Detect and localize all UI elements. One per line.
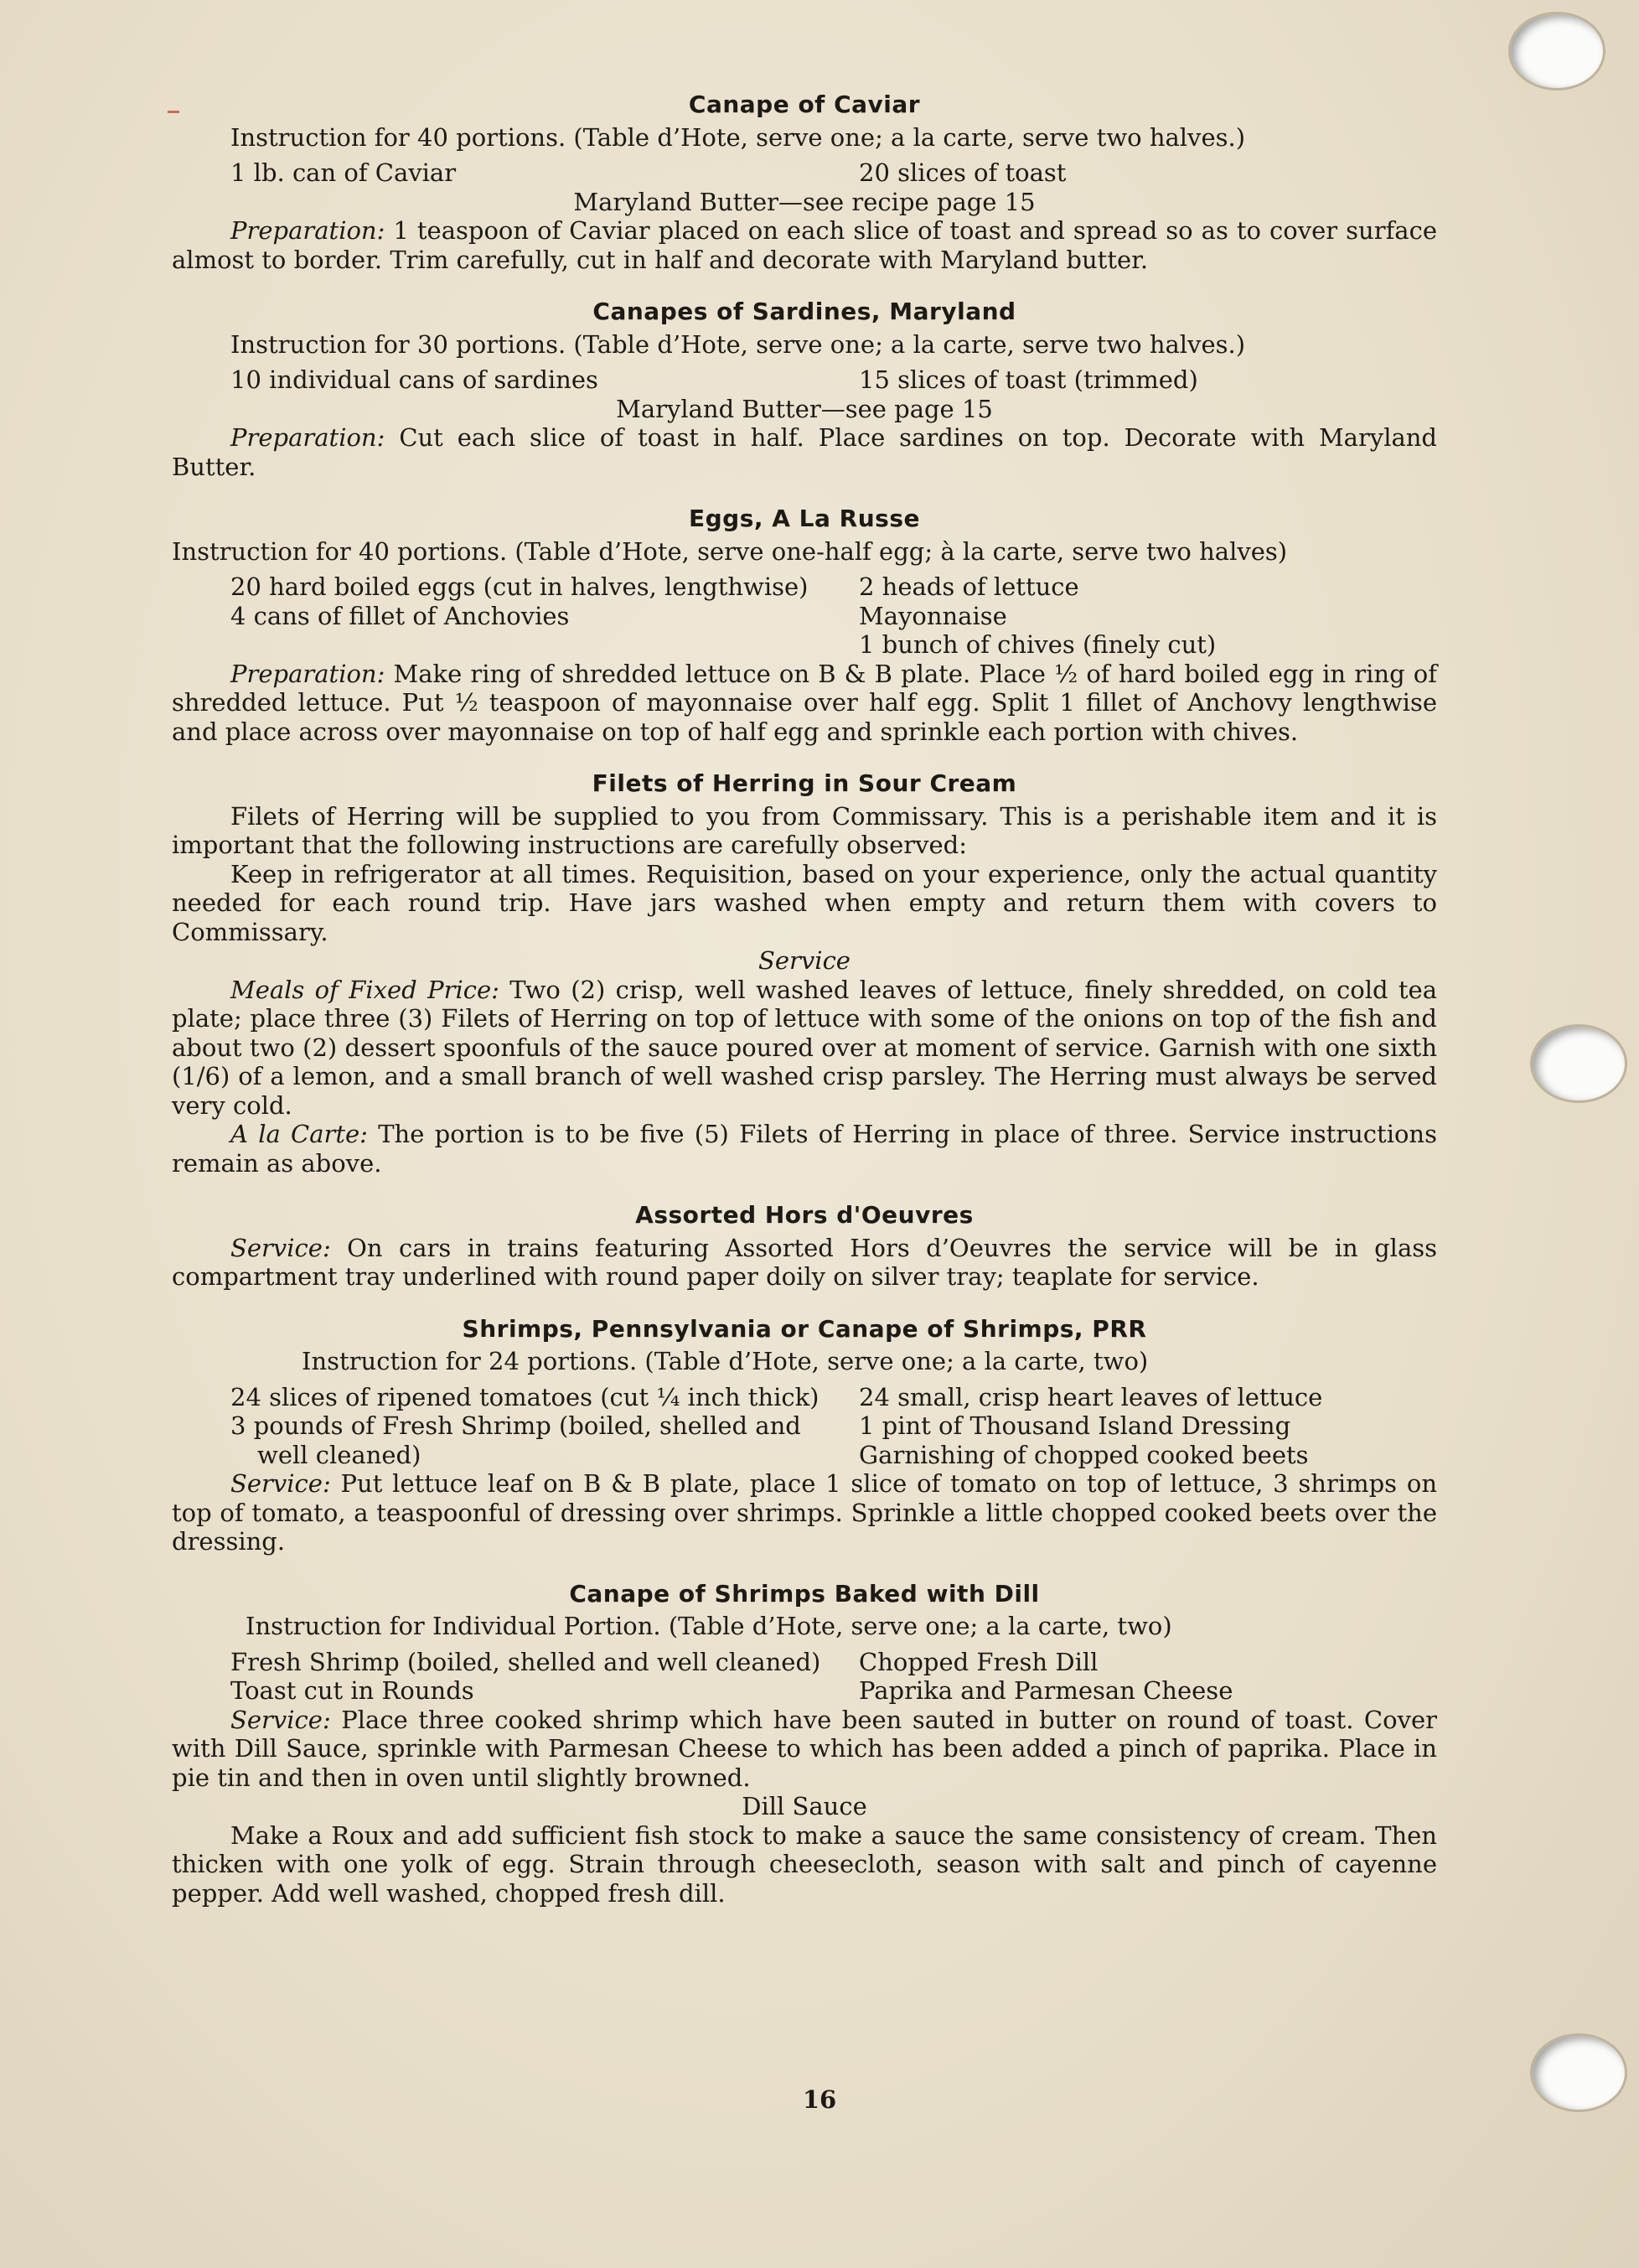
recipe-title: Eggs, A La Russe <box>689 505 920 532</box>
service-text: Put lettuce leaf on B & B plate, place 1 slice of tomato on top of lettuce, 3 shrimps on top of tomato, a teaspoonful of dressing over shrimps. Sprinkle a little chopped cooked beets over the dressing. <box>172 1469 1437 1556</box>
ingredient: 20 hard boiled eggs (cut in halves, lengthwise) <box>230 572 809 601</box>
recipe-instruction: Instruction for 30 portions. (Table d’Hote, serve one; a la carte, serve two halves.) <box>230 329 1246 359</box>
recipe-instruction: Instruction for Individual Portion. (Table d’Hote, serve one; a la carte, two) <box>246 1612 1172 1640</box>
recipe-caviar <box>172 91 1437 274</box>
recipe-instruction: Instruction for 24 portions. (Table d’Hote, serve one; a la carte, two) <box>302 1347 1149 1375</box>
recipe-service <box>172 1120 1437 1178</box>
recipe-shrimps-pennsylvania <box>172 1315 1437 1556</box>
preparation-text: Make ring of shredded lettuce on B & B plate. Place ½ of hard boiled egg in ring of shredded lettuce. Put ½ teaspoon of mayonnaise over half egg. Split 1 fillet of Anchovy lengthwise and place across over mayonnaise on top of half egg and sprinkle each portion with chives. <box>172 659 1437 746</box>
recipe-reference: Maryland Butter—see recipe page 15 <box>573 187 1036 216</box>
ingredient-list <box>230 1648 1437 1706</box>
recipe-preparation <box>172 660 1437 747</box>
recipe-preparation <box>172 216 1437 274</box>
ingredient: Mayonnaise <box>859 601 1007 630</box>
recipe-service <box>172 1706 1437 1793</box>
recipe-content <box>172 91 1437 1908</box>
service-text: The portion is to be five (5) Filets of Herring in place of three. Service instructions remain as above. <box>172 1120 1437 1178</box>
recipe-reference: Maryland Butter—see page 15 <box>616 394 993 423</box>
recipe-eggs-a-la-russe <box>172 505 1437 746</box>
recipe-title: Canape of Shrimps Baked with Dill <box>569 1579 1040 1608</box>
service-label: Service: <box>230 1705 331 1734</box>
recipe-title: Shrimps, Pennsylvania or Canape of Shrimps, PRR <box>462 1314 1147 1343</box>
ingredient-list <box>230 158 1437 188</box>
recipe-title: Canape of Caviar <box>688 91 921 118</box>
preparation-label: Preparation: <box>230 659 385 688</box>
ingredient: 1 bunch of chives (finely cut) <box>859 630 1217 659</box>
ingredient: Fresh Shrimp (boiled, shelled and well cleaned) <box>230 1647 821 1676</box>
ingredient: 15 slices of toast (trimmed) <box>859 365 1198 394</box>
service-label: Meals of Fixed Price: <box>230 975 499 1004</box>
recipe-sardines <box>172 298 1437 481</box>
recipe-shrimps-dill <box>172 1580 1437 1908</box>
ingredient: 24 small, crisp heart leaves of lettuce <box>859 1382 1323 1411</box>
recipe-paragraph: Keep in refrigerator at all times. Requisition, based on your experience, only the actual quantity needed for each round trip. Have jars washed when empty and return them with covers to Commissary. <box>172 859 1437 946</box>
sauce-instructions: Make a Roux and add sufficient fish stock to make a sauce the same consistency of cream. Then thicken with one yolk of egg. Strain through cheesecloth, season with salt and pinch of cayenne pepper. Add well washed, chopped fresh dill. <box>172 1820 1437 1908</box>
service-label: Service: <box>230 1469 331 1498</box>
ingredient: 2 heads of lettuce <box>859 572 1079 601</box>
recipe-instruction: Instruction for 40 portions. (Table d’Hote, serve one; a la carte, serve two halves.) <box>230 122 1246 152</box>
preparation-text: Cut each slice of toast in half. Place sardines on top. Decorate with Maryland Butter. <box>172 423 1437 481</box>
recipe-paragraph: Filets of Herring will be supplied to you from Commissary. This is a perishable item and it is important that the following instructions are carefully observed: <box>172 801 1437 859</box>
service-text: Two (2) crisp, well washed leaves of lettuce, finely shredded, on cold tea plate; place three (3) Filets of Herring on top of lettuce with some of the onions on top of the fish and about two (2) dessert spoonfuls of the sauce poured over at moment of service. Garnish with one sixth (1/6) of a lemon, and a small branch of well washed crisp parsley. The Herring must always be served very cold. <box>172 975 1438 1120</box>
recipe-instruction: Instruction for 40 portions. (Table d’Hote, serve one-half egg; à la carte, serve two halves) <box>172 536 1288 566</box>
ingredient-list <box>230 365 1437 395</box>
service-text: Place three cooked shrimp which have been sauted in butter on round of toast. Cover with Dill Sauce, sprinkle with Parmesan Cheese to which has been added a pinch of paprika. Place in pie tin and then in oven until slightly browned. <box>172 1705 1437 1792</box>
recipe-title: Assorted Hors d'Oeuvres <box>635 1201 974 1229</box>
ingredient: 4 cans of fillet of Anchovies <box>230 601 570 630</box>
preparation-label: Preparation: <box>230 216 385 245</box>
ingredient: 1 lb. can of Caviar <box>230 158 457 187</box>
recipe-service <box>172 1469 1437 1556</box>
service-label: Service: <box>230 1233 331 1262</box>
ingredient: Chopped Fresh Dill <box>859 1647 1099 1676</box>
preparation-label: Preparation: <box>230 423 385 452</box>
preparation-text: 1 teaspoon of Caviar placed on each slice of toast and spread so as to cover surface almost to border. Trim carefully, cut in half and decorate with Maryland butter. <box>172 216 1437 274</box>
recipe-title: Canapes of Sardines, Maryland <box>592 298 1016 325</box>
recipe-service <box>172 1234 1437 1292</box>
recipe-title: Filets of Herring in Sour Cream <box>592 769 1017 797</box>
service-label: A la Carte: <box>230 1120 368 1148</box>
service-text: On cars in trains featuring Assorted Hors d’Oeuvres the service will be in glass compartment tray underlined with round paper doily on silver tray; teaplate for service. <box>172 1233 1437 1291</box>
recipe-service <box>172 976 1437 1121</box>
page-number: 16 <box>802 2085 837 2114</box>
ingredient: 20 slices of toast <box>859 158 1067 187</box>
recipe-preparation <box>172 423 1437 481</box>
ingredient: 1 pint of Thousand Island Dressing <box>859 1411 1291 1440</box>
recipe-herring <box>172 769 1437 1178</box>
ingredient-list <box>230 1383 1437 1470</box>
ingredient-list <box>230 572 1437 660</box>
binder-hole-top <box>1508 12 1605 91</box>
ingredient: 3 pounds of Fresh Shrimp (boiled, shelled and well cleaned) <box>230 1411 801 1469</box>
ingredient: 24 slices of ripened tomatoes (cut ¼ inch thick) <box>230 1382 820 1411</box>
recipe-subhead: Service <box>758 946 851 975</box>
ingredient: Garnishing of chopped cooked beets <box>859 1440 1309 1469</box>
binder-hole-middle <box>1530 1024 1627 1103</box>
ingredient: Paprika and Parmesan Cheese <box>859 1676 1233 1705</box>
ingredient: Toast cut in Rounds <box>230 1676 474 1705</box>
recipe-hors-doeuvres <box>172 1201 1437 1292</box>
recipe-subhead: Dill Sauce <box>742 1792 867 1820</box>
ingredient: 10 individual cans of sardines <box>230 365 598 394</box>
